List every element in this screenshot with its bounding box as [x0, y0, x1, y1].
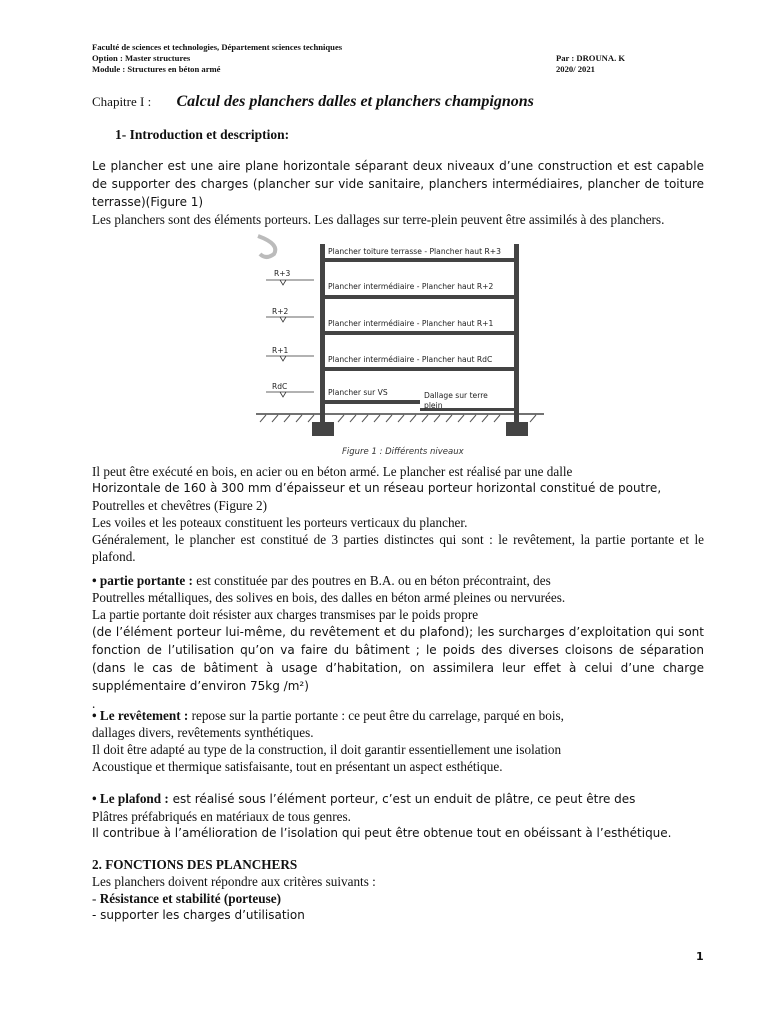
- slab-r2: [320, 295, 519, 299]
- plafond-line-3: Il contribue à l’amélioration de l’isolation qui peut être obtenue tout en obéissant à l’esthétique.: [92, 826, 672, 840]
- intro-paragraph-2: Les planchers sont des éléments porteurs. Les dallages sur terre-plein peuvent être assimilés à des planchers.: [92, 212, 665, 227]
- revetement-line-2: dallages divers, revêtements synthétiques.: [92, 725, 314, 740]
- figure-caption: Figure 1 : Différents niveaux: [342, 447, 464, 457]
- decorative-curve: [258, 236, 275, 257]
- header-author: Par : DROUNA. K: [556, 53, 626, 63]
- section-2-block: [92, 856, 704, 924]
- header-module: Module : Structures en béton armé: [92, 64, 221, 74]
- revetement-line-4: Acoustique et thermique satisfaisante, tout en présentant un aspect esthétique.: [92, 759, 503, 774]
- slab-roof: [320, 258, 519, 262]
- right-footing: [506, 422, 528, 436]
- partie-portante-line-4: (de l’élément porteur lui-même, du revêtement et du plafond); les surcharges d’exploitation qui sont fonction de l’utilisation qu’on va faire du bâtiment ; le poids des diverses cloisons de séparation (dans le cas de bâtiment à usage d’habitation, on assimilera leur effet à celui d’une charge supplémentaire d’environ 75kg /m²): [92, 625, 704, 693]
- plafond-line-1: est réalisé sous l’élément porteur, c’est un enduit de plâtre, ce peut être des: [168, 792, 636, 806]
- partie-portante-line-3: La partie portante doit résister aux charges transmises par le poids propre: [92, 607, 479, 622]
- section-2-intro: Les planchers doivent répondre aux critères suivants :: [92, 874, 376, 889]
- partie-portante-label: • partie portante :: [92, 573, 193, 588]
- dallage-label-line1: Dallage sur terre: [424, 391, 488, 400]
- ground-hatching: [260, 415, 536, 422]
- slab-r1: [320, 331, 519, 335]
- floor-label-rdc: Plancher intermédiaire - Plancher haut RdC: [328, 355, 493, 364]
- intro-block: [92, 157, 704, 228]
- header-faculty: Faculté de sciences et technologies, Département sciences techniques: [92, 42, 343, 52]
- floor-label-r2: Plancher intermédiaire - Plancher haut R+2: [328, 282, 494, 291]
- section-2-title: 2. FONCTIONS DES PLANCHERS: [92, 857, 298, 872]
- level-label-r2: R+2: [272, 307, 289, 316]
- partie-portante-line-2: Poutrelles métalliques, des solives en bois, des dalles en béton armé pleines ou nervurées.: [92, 590, 566, 605]
- header-year: 2020/ 2021: [556, 64, 595, 74]
- floor-label-roof: Plancher toiture terrasse - Plancher haut R+3: [328, 247, 501, 256]
- section-2-item-2: - supporter les charges d’utilisation: [92, 908, 305, 922]
- level-label-r1: R+1: [272, 346, 289, 355]
- revetement-line-3: Il doit être adapté au type de la construction, il doit garantir essentiellement une isolation: [92, 742, 562, 757]
- revetement-block: [92, 707, 704, 775]
- page-header: [92, 42, 652, 75]
- level-label-r3: R+3: [274, 269, 291, 278]
- plafond-line-2: Plâtres préfabriqués en matériaux de tous genres.: [92, 809, 351, 824]
- figure-1: [252, 232, 548, 458]
- text-line-4: Les voiles et les poteaux constituent les porteurs verticaux du plancher.: [92, 515, 468, 530]
- revetement-line-1: repose sur la partie portante : ce peut être du carrelage, parqué en bois,: [188, 708, 564, 723]
- construction-block: [92, 463, 704, 565]
- section-2-item-1: Résistance et stabilité (porteuse): [99, 891, 281, 906]
- section-1-title: 1- Introduction et description:: [115, 127, 290, 142]
- level-marker-lines: [266, 280, 314, 397]
- slab-rdc: [320, 367, 519, 371]
- chapter-heading: [92, 93, 534, 111]
- text-line-1: Il peut être exécuté en bois, en acier ou en béton armé. Le plancher est réalisé par une dalle: [92, 464, 573, 479]
- page-number: 1: [696, 950, 704, 963]
- text-line-2: Horizontale de 160 à 300 mm d’épaisseur et un réseau porteur horizontal constitué de poutre,: [92, 481, 662, 495]
- partie-portante-line-1: est constituée par des poutres en B.A. ou en béton précontraint, des: [192, 573, 551, 588]
- plafond-block: [92, 790, 704, 842]
- chapter-title: Calcul des planchers dalles et planchers champignons: [176, 93, 534, 110]
- building-levels-diagram: [252, 232, 548, 458]
- partie-portante-block: [92, 572, 704, 712]
- partie-portante-dot: .: [92, 696, 96, 711]
- text-line-5: Généralement, le plancher est constitué de 3 parties distinctes qui sont : le revêtement, la partie portante et le plafond.: [92, 532, 704, 564]
- floor-label-vs: Plancher sur VS: [328, 388, 388, 397]
- chapter-label: Chapitre I :: [92, 94, 152, 109]
- floor-label-r1: Plancher intermédiaire - Plancher haut R+1: [328, 319, 494, 328]
- plafond-label: • Le plafond :: [92, 791, 169, 806]
- header-option: Option : Master structures: [92, 53, 191, 63]
- dallage-label-line2: plein: [424, 401, 443, 410]
- section-2-item-1-dash: -: [92, 891, 100, 906]
- left-footing: [312, 422, 334, 436]
- intro-paragraph-1: Le plancher est une aire plane horizontale séparant deux niveaux d’une construction et est capable de supporter des charges (plancher sur vide sanitaire, planchers intermédiaires, plancher de toiture terrasse)(Figure 1): [92, 159, 704, 209]
- text-line-3: Poutrelles et chevêtres (Figure 2): [92, 498, 268, 513]
- revetement-label: • Le revêtement :: [92, 708, 189, 723]
- level-label-rdc: RdC: [272, 382, 288, 391]
- slab-vs: [320, 400, 420, 404]
